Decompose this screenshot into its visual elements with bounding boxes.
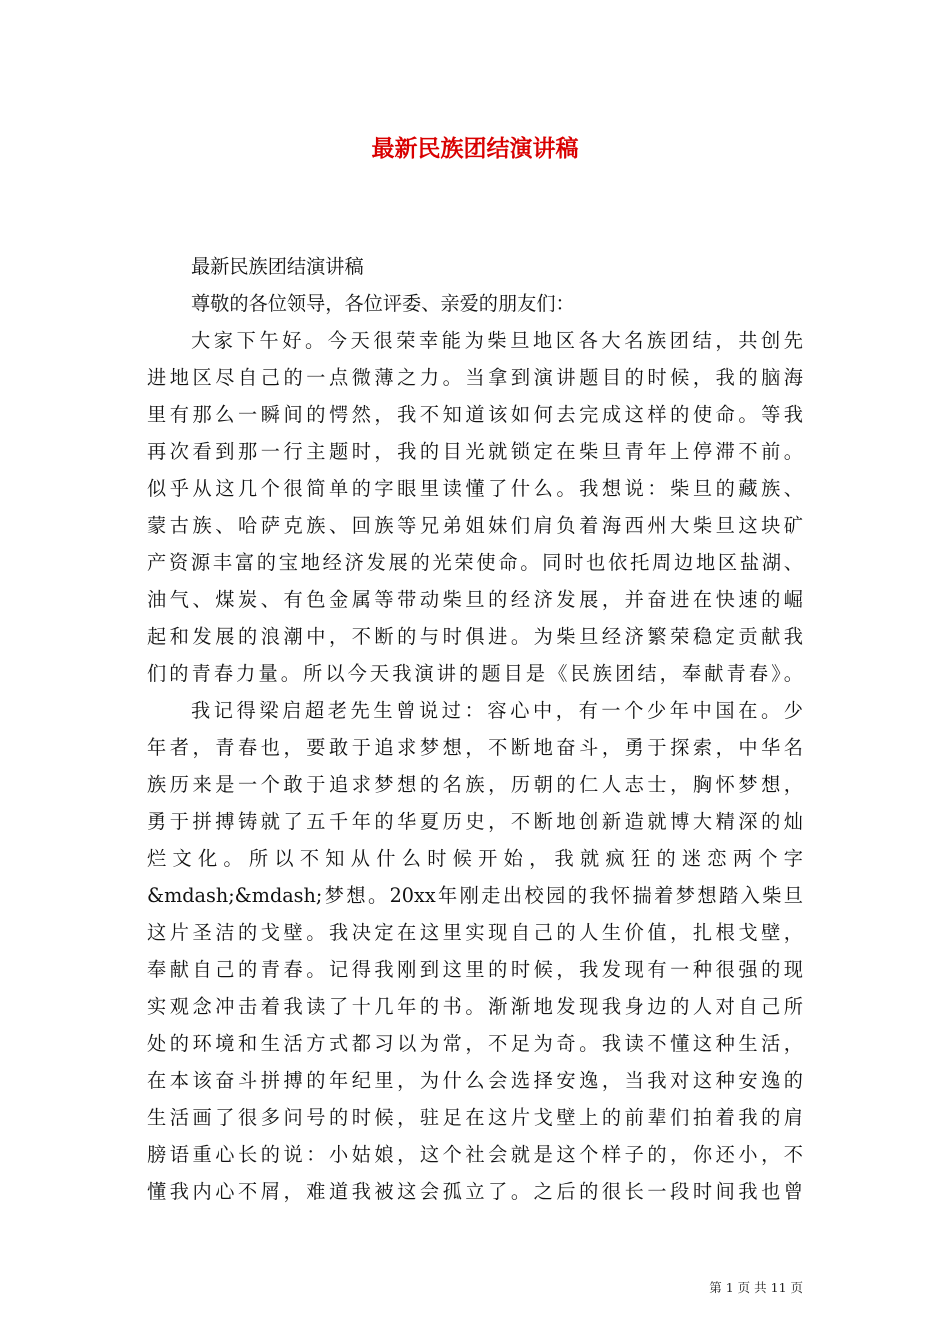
text-line: 们的青春力量。所以今天我演讲的题目是《民族团结，奉献青春》。 bbox=[147, 662, 803, 685]
text-line: 勇于拼搏铸就了五千年的华夏历史，不断地创新造就博大精深的灿 bbox=[147, 810, 803, 833]
text-line: 进地区尽自己的一点微薄之力。当拿到演讲题目的时候，我的脑海 bbox=[147, 366, 803, 389]
text-line: 大家下午好。今天很荣幸能为柴旦地区各大名族团结，共创先 bbox=[191, 329, 803, 352]
text-line: 年者，青春也，要敢于追求梦想，不断地奋斗，勇于探索，中华名 bbox=[147, 736, 803, 759]
document-title: 最新民族团结演讲稿 bbox=[371, 135, 579, 162]
text-line: 生活画了很多问号的时候，驻足在这片戈壁上的前辈们拍着我的肩 bbox=[147, 1106, 803, 1129]
text-line: 尊敬的各位领导，各位评委、亲爱的朋友们： bbox=[191, 292, 575, 315]
text-line: 懂我内心不屑，难道我被这会孤立了。之后的很长一段时间我也曾 bbox=[147, 1180, 803, 1203]
text-line: 族历来是一个敢于追求梦想的名族，历朝的仁人志士，胸怀梦想， bbox=[147, 773, 803, 796]
text-line: 在本该奋斗拼搏的年纪里，为什么会选择安逸，当我对这种安逸的 bbox=[147, 1069, 803, 1092]
text-line: 似乎从这几个很简单的字眼里读懂了什么。我想说：柴旦的藏族、 bbox=[147, 477, 803, 500]
text-line: 这片圣洁的戈壁。我决定在这里实现自己的人生价值，扎根戈壁， bbox=[147, 921, 803, 944]
text-line: 再次看到那一行主题时，我的目光就锁定在柴旦青年上停滞不前。 bbox=[147, 440, 803, 463]
text-line: 油气、煤炭、有色金属等带动柴旦的经济发展，并奋进在快速的崛 bbox=[147, 588, 803, 611]
text-line: 烂文化。所以不知从什么时候开始，我就疯狂的迷恋两个字 bbox=[147, 847, 803, 870]
text-line: 最新民族团结演讲稿 bbox=[191, 255, 364, 278]
text-line: 产资源丰富的宝地经济发展的光荣使命。同时也依托周边地区盐湖、 bbox=[147, 551, 803, 574]
text-line: 奉献自己的青春。记得我刚到这里的时候，我发现有一种很强的现 bbox=[147, 958, 803, 981]
text-line: 我记得梁启超老先生曾说过：容心中，有一个少年中国在。少 bbox=[191, 699, 803, 722]
text-line: 实观念冲击着我读了十几年的书。渐渐地发现我身边的人对自己所 bbox=[147, 995, 803, 1018]
text-line: 膀语重心长的说：小姑娘，这个社会就是这个样子的，你还小，不 bbox=[147, 1143, 803, 1166]
page-footer: 第 1 页 共 11 页 bbox=[709, 1280, 803, 1295]
text-line: 起和发展的浪潮中，不断的与时俱进。为柴旦经济繁荣稳定贡献我 bbox=[147, 625, 803, 648]
text-line: 里有那么一瞬间的愕然，我不知道该如何去完成这样的使命。等我 bbox=[147, 403, 803, 426]
document-body bbox=[147, 248, 803, 1210]
text-line: 处的环境和生活方式都习以为常，不足为奇。我读不懂这种生活， bbox=[147, 1032, 803, 1055]
text-line: &mdash;&mdash;梦想。20xx年刚走出校园的我怀揣着梦想踏入柴旦 bbox=[147, 884, 803, 907]
text-line: 蒙古族、哈萨克族、回族等兄弟姐妹们肩负着海西州大柴旦这块矿 bbox=[147, 514, 803, 537]
